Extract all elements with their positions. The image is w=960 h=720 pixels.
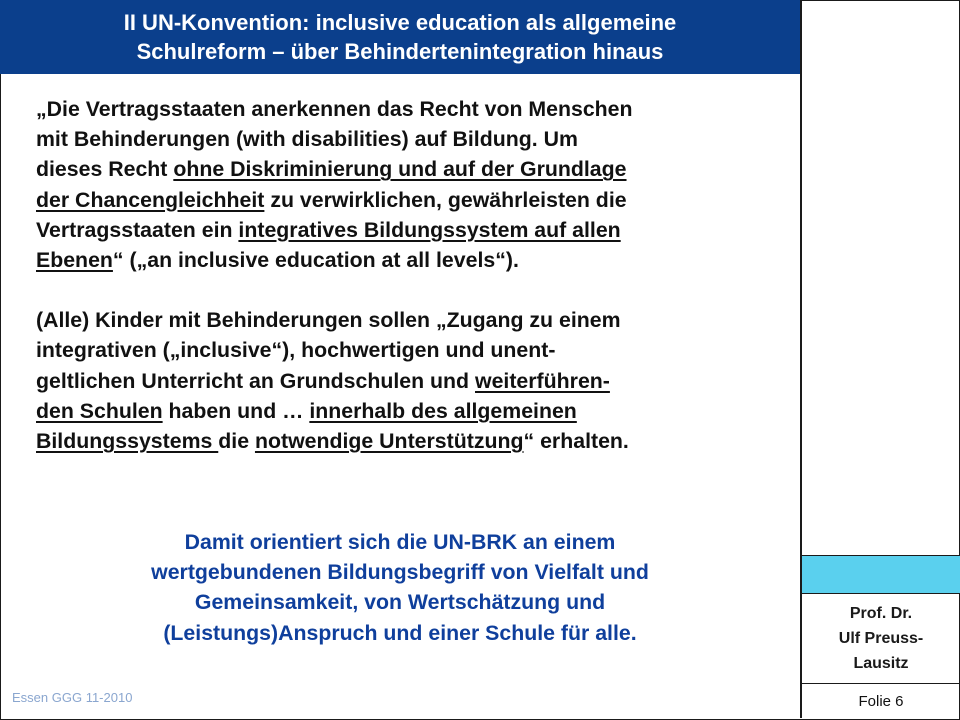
p1-line-5-text: Vertragsstaaten ein [36,217,239,242]
p1-line-3-text: dieses Recht [36,157,174,182]
closing-line-2: wertgebundenen Bildungsbegriff von Vielfalt und [151,560,649,585]
p1-line-5 [36,215,791,245]
p2-line-5-underlined-2: notwendige Unterstützung [254,429,524,454]
closing-line-4: (Leistungs)Anspruch und einer Schule für alle. [163,620,637,645]
accent-box [802,555,960,594]
p1-line-3 [36,154,791,184]
p2-line-5-text: die [218,429,255,454]
footer-event-label: Essen GGG 11-2010 [12,690,133,705]
p2-line-5 [36,426,791,456]
p2-line-4-underlined: den Schulen [36,398,163,423]
title-line-1: II UN-Konvention: inclusive education als allgemeine [123,10,677,35]
p2-line-3-underlined: weiterführen- [475,368,610,393]
p1-line-1: „Die Vertragsstaaten anerkennen das Recht von Menschen [36,97,633,121]
paragraph-2 [36,305,791,456]
p1-line-2: mit Behinderungen (with disabilities) auf Bildung. Um [36,127,578,152]
closing-line-3: Gemeinsamkeit, von Wertschätzung und [194,590,606,615]
p2-line-4-underlined-2: innerhalb des allgemeinen [309,398,577,423]
p1-line-6-underlined: Ebenen [36,248,113,273]
author-line-3: Lausitz [853,654,909,672]
p1-line-6-text: “ („an inclusive education at all levels“). [112,248,519,273]
slide-number: Folie 6 [802,683,960,719]
author-block [802,594,960,682]
quote-block [36,94,791,456]
author-line-1: Prof. Dr. [849,604,913,622]
paragraph-1 [36,94,791,275]
p1-line-6 [36,245,791,275]
slide-title [0,0,800,74]
p1-line-5-underlined: integratives Bildungssystem auf allen [238,217,621,242]
p2-line-3 [36,366,791,396]
p1-line-4-text: zu verwirklichen, gewährleisten die [264,187,627,212]
title-line-2: Schulreform – über Behindertenintegration hinaus [136,39,664,64]
closing-line-1: Damit orientiert sich die UN-BRK an einem [184,530,616,554]
closing-statement [0,527,800,648]
p2-line-2: integrativen („inclusive“), hochwertigen und unent- [36,338,556,363]
p1-line-3-underlined: ohne Diskriminierung und auf der Grundlage [173,157,627,182]
right-sidebar [800,0,960,718]
p1-line-4-underlined: der Chancengleichheit [36,187,265,212]
p2-line-1: (Alle) Kinder mit Behinderungen sollen „Zugang zu einem [36,308,621,333]
p2-line-4-text: haben und … [162,398,310,423]
p2-line-3-text: geltlichen Unterricht an Grundschulen und [36,368,475,393]
p2-line-5-text-2: “ erhalten. [523,429,629,454]
p1-line-4 [36,185,791,215]
p2-line-4 [36,396,791,426]
p2-line-5-underlined: Bildungssystems [36,429,219,454]
author-line-2: Ulf Preuss- [838,629,924,647]
